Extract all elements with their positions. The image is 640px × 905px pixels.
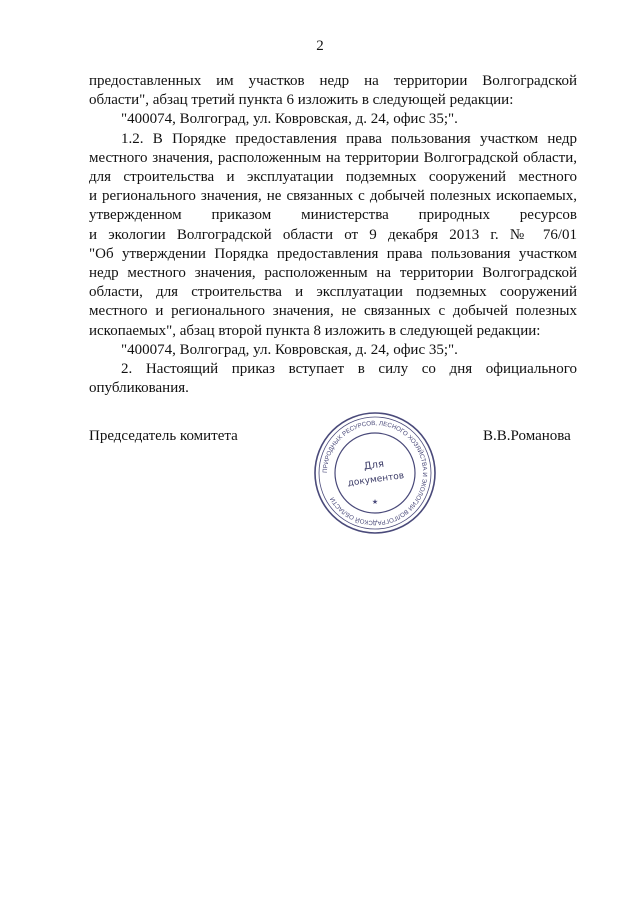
text-line: местного и регионального значения, не связанных с добычей полезных bbox=[89, 303, 577, 320]
text-line: 2. Настоящий приказ вступает в силу со дня официального bbox=[121, 361, 577, 378]
paragraph bbox=[89, 72, 577, 110]
text-line: и регионального значения, не связанных с добычей полезных ископаемых, bbox=[89, 188, 577, 205]
text-line: ископаемых", абзац второй пункта 8 изложить в следующей редакции: bbox=[89, 322, 541, 339]
text-line: утвержденном приказом министерства природных ресурсов bbox=[89, 207, 577, 224]
paragraph bbox=[89, 360, 577, 398]
page-number: 2 bbox=[316, 38, 324, 54]
signatory-name: В.В.Романова bbox=[483, 428, 571, 444]
paragraph bbox=[89, 341, 577, 360]
text-line: недр местного значения, расположенным на территории Волгоградской bbox=[89, 265, 577, 282]
signatory-position: Председатель комитета bbox=[89, 428, 238, 444]
paragraph bbox=[89, 110, 577, 129]
text-line: "400074, Волгоград, ул. Ковровская, д. 24, офис 35;". bbox=[121, 111, 458, 128]
text-line: области", абзац третий пункта 6 изложить в следующей редакции: bbox=[89, 92, 514, 109]
text-line: "400074, Волгоград, ул. Ковровская, д. 24, офис 35;". bbox=[121, 341, 458, 358]
stamp-star-icon: ★ bbox=[371, 498, 379, 506]
document-body bbox=[89, 72, 577, 398]
text-line: для строительства и эксплуатации подземных сооружений местного bbox=[89, 169, 577, 186]
paragraph bbox=[89, 130, 577, 341]
text-line: области, для строительства и эксплуатации подземных сооружений bbox=[89, 284, 577, 301]
text-line: "Об утверждении Порядка предоставления права пользования участком bbox=[89, 245, 577, 262]
stamp-ring-text: ПРИРОДНЫХ РЕСУРСОВ, ЛЕСНОГО ХОЗЯЙСТВА И ЭКОЛОГИИ ВОЛГОГРАДСКОЙ ОБЛАСТИ bbox=[321, 419, 429, 527]
text-line: опубликования. bbox=[89, 380, 189, 397]
text-line: и экологии Волгоградской области от 9 декабря 2013 г. № 76/01 bbox=[89, 226, 577, 243]
stamp-inner-text: Для bbox=[363, 458, 385, 473]
official-stamp bbox=[310, 408, 440, 538]
text-line: 1.2. В Порядке предоставления права пользования участком недр bbox=[121, 130, 577, 147]
text-line: местного значения, расположенным на территории Волгоградской области, bbox=[89, 149, 577, 166]
stamp-inner-text: документов bbox=[347, 471, 405, 489]
text-line: предоставленных им участков недр на территории Волгоградской bbox=[89, 73, 577, 89]
